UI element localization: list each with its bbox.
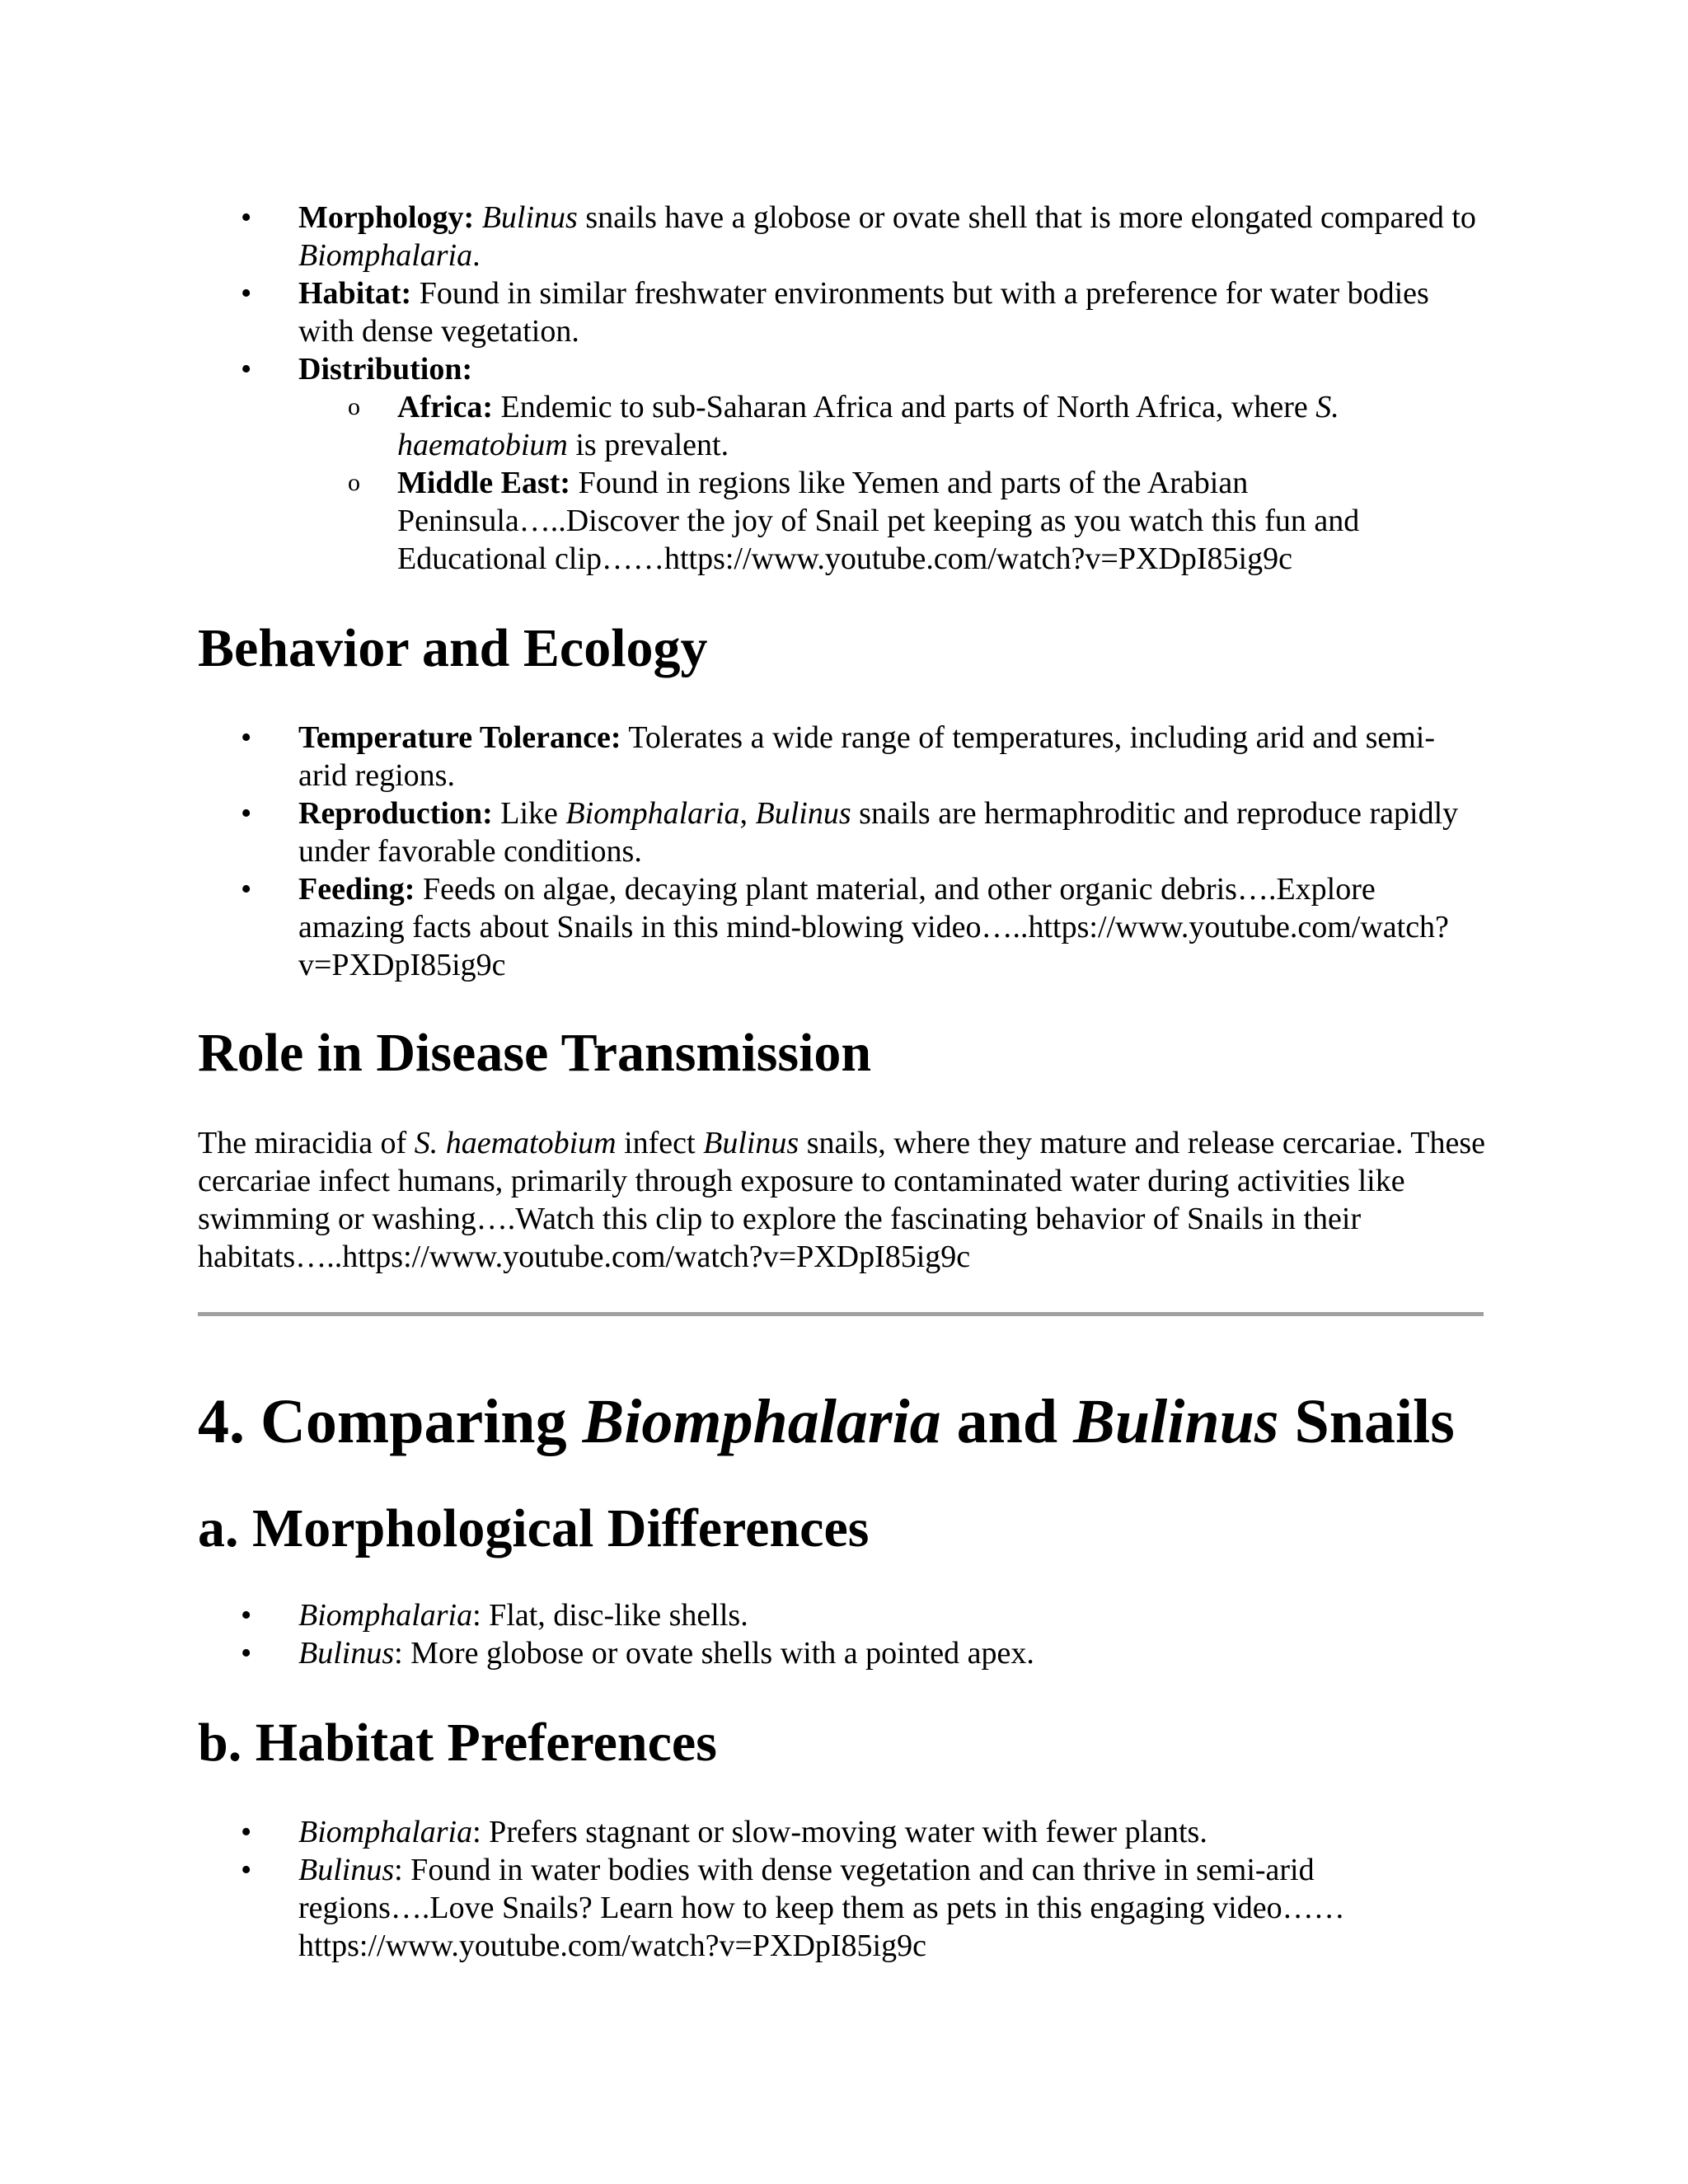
horizontal-rule xyxy=(198,1312,1484,1316)
list-item-feeding xyxy=(198,870,1484,984)
morphology-label: Morphology: xyxy=(298,200,475,235)
sub-item-africa xyxy=(298,388,1484,464)
distribution-sub-list xyxy=(298,388,1484,578)
reproduction-genus-a: Biomphalaria xyxy=(565,796,740,831)
habitat-text-biomphalaria: : Prefers stagnant or slow-moving water with fewer plants. xyxy=(472,1815,1207,1849)
morph-text-bulinus: : More globose or ovate shells with a pointed apex. xyxy=(394,1636,1034,1671)
list-item-habitat-bulinus xyxy=(198,1851,1484,1965)
disease-species: S. haematobium xyxy=(414,1126,617,1160)
africa-text-a: Endemic to sub-Saharan Africa and parts of North Africa, where xyxy=(493,390,1316,424)
list-item-distribution xyxy=(198,350,1484,578)
disease-paragraph xyxy=(198,1124,1533,1276)
morph-differences-heading: a. Morphological Differences xyxy=(198,1498,870,1558)
list-item-temperature xyxy=(198,719,1484,794)
africa-text-b: is prevalent. xyxy=(567,428,729,462)
comparing-heading-b: and xyxy=(940,1387,1074,1456)
reproduction-genus-b: Bulinus xyxy=(755,796,851,831)
temperature-label: Temperature Tolerance: xyxy=(298,720,621,755)
disease-genus: Bulinus xyxy=(703,1126,799,1160)
comparing-heading-genus-a: Biomphalaria xyxy=(582,1387,941,1456)
reproduction-text-a: Like xyxy=(492,796,566,831)
morphology-genus: Bulinus xyxy=(481,200,578,235)
list-item-habitat-biomphalaria xyxy=(198,1813,1484,1851)
behavior-list xyxy=(198,719,1484,984)
comparing-heading-c: Snails xyxy=(1278,1387,1455,1456)
distribution-label: Distribution: xyxy=(298,352,473,387)
habitat-preferences-heading: b. Habitat Preferences xyxy=(198,1713,717,1773)
list-item-morph-bulinus xyxy=(198,1634,1484,1672)
morphology-text-a: snails have a globose or ovate shell that is more elongated compared to xyxy=(577,200,1476,235)
habitat-preferences-list xyxy=(198,1813,1484,1965)
africa-label: Africa: xyxy=(397,390,494,424)
middle-east-label: Middle East: xyxy=(397,466,571,500)
behavior-heading: Behavior and Ecology xyxy=(198,618,708,678)
morphology-text-b: . xyxy=(472,238,481,273)
comparing-heading-genus-b: Bulinus xyxy=(1073,1387,1279,1456)
comparing-heading xyxy=(198,1385,1455,1459)
bulinus-facts-list xyxy=(198,199,1484,578)
morph-differences-list xyxy=(198,1596,1484,1672)
habitat-label: Habitat: xyxy=(298,276,412,311)
morphology-compare-genus: Biomphalaria xyxy=(298,238,473,273)
disease-text-c: snails, where they mature and release cercariae. These cercariae infect humans, primarily through exposure to contaminated water during activities like swimming or washing….Watch this clip to explore the fascinating behavior of Snails in their habitats…..https://www.youtube.com/watch?v=PXDpI85ig9c xyxy=(198,1126,1485,1274)
list-item-reproduction xyxy=(198,794,1484,870)
morph-text-biomphalaria: : Flat, disc-like shells. xyxy=(472,1598,748,1633)
habitat-genus-bulinus: Bulinus xyxy=(298,1853,395,1887)
list-item-morph-biomphalaria xyxy=(198,1596,1484,1634)
list-item-morphology xyxy=(198,199,1484,274)
middle-east-text: Found in regions like Yemen and parts of the Arabian Peninsula…..Discover the joy of Snail pet keeping as you watch this fun and Educational clip……https://www.youtube.com/watch?v=PXDpI85ig9c xyxy=(397,466,1360,576)
disease-heading: Role in Disease Transmission xyxy=(198,1023,872,1083)
sub-item-middle-east xyxy=(298,464,1484,578)
habitat-genus-biomphalaria: Biomphalaria xyxy=(298,1815,473,1849)
morph-genus-bulinus: Bulinus xyxy=(298,1636,395,1671)
habitat-text-bulinus: : Found in water bodies with dense vegetation and can thrive in semi-arid regions….Love Snails? Learn how to keep them as pets in this engaging video…… https://www.youtube.com/watch?v=PXDpI85ig9c xyxy=(298,1853,1345,1963)
disease-text-b: infect xyxy=(616,1126,704,1160)
habitat-text: Found in similar freshwater environments but with a preference for water bodies with dense vegetation. xyxy=(298,276,1429,349)
list-item-habitat xyxy=(198,274,1484,350)
reproduction-text-b: , xyxy=(739,796,756,831)
morph-genus-biomphalaria: Biomphalaria xyxy=(298,1598,473,1633)
comparing-heading-a: 4. Comparing xyxy=(198,1387,583,1456)
feeding-label: Feeding: xyxy=(298,872,415,907)
africa-species: S. haematobium xyxy=(397,390,1339,462)
reproduction-label: Reproduction: xyxy=(298,796,493,831)
disease-text-a: The miracidia of xyxy=(198,1126,415,1160)
temperature-text: Tolerates a wide range of temperatures, including arid and semi-arid regions. xyxy=(298,720,1436,793)
feeding-text: Feeds on algae, decaying plant material, and other organic debris….Explore amazing facts about Snails in this mind-blowing video…..https://www.youtube.com/watch?v=PXDpI85ig9c xyxy=(298,872,1449,982)
reproduction-text-c: snails are hermaphroditic and reproduce rapidly under favorable conditions. xyxy=(298,796,1459,869)
